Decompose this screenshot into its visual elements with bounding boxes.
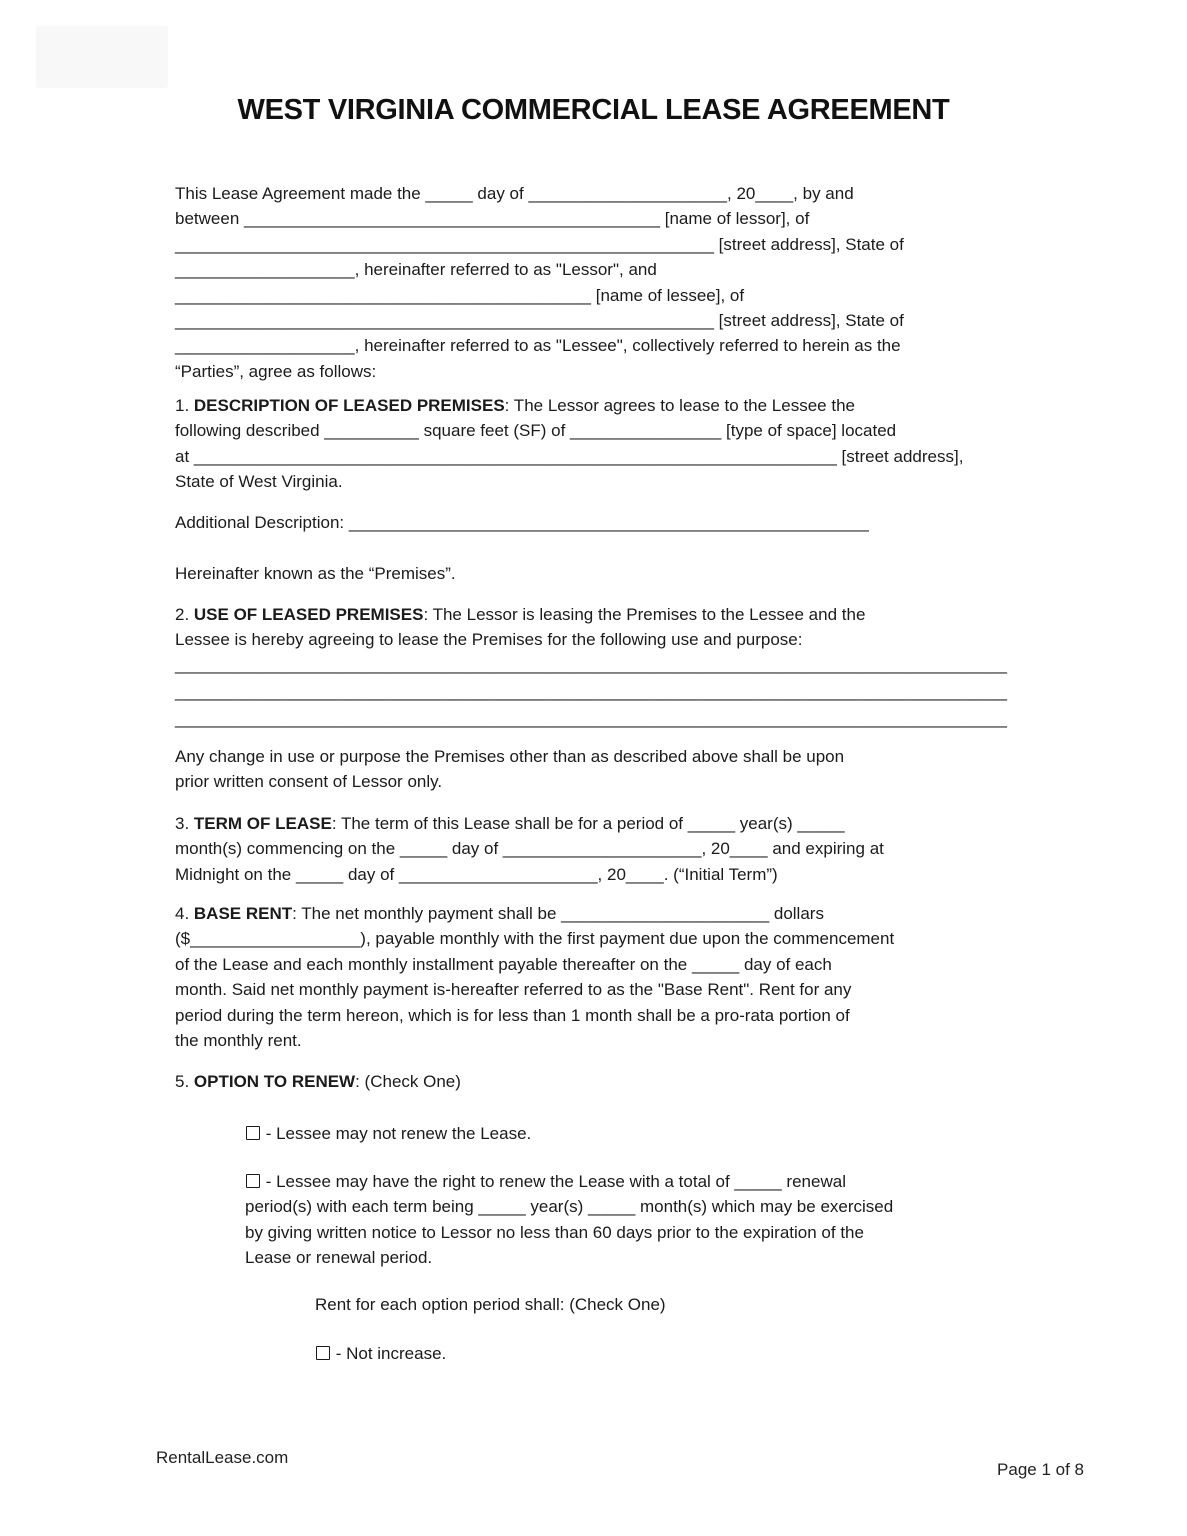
doc-line	[175, 627, 1020, 652]
doc-line	[175, 926, 1020, 951]
doc-line	[175, 206, 1020, 231]
checkbox-icon	[246, 1174, 260, 1188]
doc-text: ____________________________________________ [name of lessee], of	[175, 285, 745, 305]
doc-text: 1.	[175, 396, 194, 415]
not-increase-checkbox-item	[315, 1341, 1020, 1366]
option-renew-checkbox-item	[245, 1169, 1020, 1271]
section-2-use-of-leased-premises	[175, 602, 1020, 653]
doc-line	[175, 862, 1020, 887]
section-heading-text: TERM OF LEASE	[193, 814, 332, 833]
doc-line	[245, 1121, 1020, 1146]
doc-line	[175, 510, 1020, 535]
doc-line	[315, 1341, 1020, 1366]
doc-text: _________________________________________________________ [street address], State of	[175, 311, 904, 331]
doc-line	[175, 769, 1020, 794]
doc-text: Rent for each option period shall: (Check One)	[315, 1295, 666, 1314]
doc-line	[175, 283, 1020, 308]
doc-line	[175, 836, 1020, 861]
section-heading-text: BASE RENT	[193, 904, 293, 923]
doc-line	[175, 444, 1020, 469]
doc-text: : (Check One)	[355, 1072, 461, 1091]
additional-description-line	[175, 510, 1020, 535]
doc-line	[175, 308, 1020, 333]
doc-text: the monthly rent.	[175, 1031, 302, 1051]
doc-text: prior written consent of Lessor only.	[175, 772, 443, 792]
doc-text: : The net monthly payment shall be ______________________ dollars	[292, 904, 824, 923]
doc-line	[175, 232, 1020, 257]
doc-text: ($__________________), payable monthly with the first payment due upon the commencement	[175, 929, 895, 949]
doc-text: Additional Description: _______________________________________________________	[175, 513, 869, 532]
doc-line	[175, 901, 1020, 926]
doc-line	[175, 561, 1020, 586]
doc-text: - Lessee may have the right to renew the Lease with a total of _____ renewal	[261, 1172, 846, 1191]
doc-text: This Lease Agreement made the _____ day of _____________________, 20____, by and	[175, 184, 854, 203]
section-heading-text: USE OF LEASED PREMISES	[193, 605, 424, 624]
doc-text: ________________________________________________________________________________________	[175, 682, 1008, 701]
doc-text: “Parties”, agree as follows:	[175, 361, 377, 381]
doc-line	[175, 393, 1020, 418]
footer-page-number: Page 1 of 8	[997, 1460, 1084, 1479]
section-heading-text: DESCRIPTION OF LEASED PREMISES	[193, 396, 505, 415]
doc-line	[175, 651, 1020, 678]
doc-line	[175, 257, 1020, 282]
doc-line	[175, 602, 1020, 627]
doc-text: period during the term hereon, which is for less than 1 month shall be a pro-rata portion of	[175, 1005, 850, 1025]
rent-option-period-line	[315, 1292, 1020, 1317]
doc-text: : The Lessor agrees to lease to the Lessee the	[504, 396, 855, 415]
doc-line	[175, 811, 1020, 836]
doc-text: 4.	[175, 904, 194, 923]
checkbox-icon	[316, 1346, 330, 1360]
doc-text: - Not increase.	[331, 1344, 447, 1363]
doc-text: following described __________ square feet (SF) of ________________ [type of space] located	[175, 421, 897, 441]
doc-line	[245, 1220, 1020, 1245]
doc-line	[175, 1003, 1020, 1028]
scan-artifact	[36, 26, 168, 88]
doc-text: between ____________________________________________ [name of lessor], of	[175, 209, 810, 229]
section-1-description-of-leased-premises	[175, 393, 1020, 495]
doc-text: Lessee is hereby agreeing to lease the Premises for the following use and purpose:	[175, 630, 803, 650]
doc-text: - Lessee may not renew the Lease.	[261, 1124, 532, 1143]
doc-line	[245, 1169, 1020, 1194]
doc-line	[175, 333, 1020, 358]
section-5-option-to-renew	[175, 1069, 1020, 1094]
doc-line	[315, 1292, 1020, 1317]
doc-text: Any change in use or purpose the Premises other than as described above shall be upon	[175, 747, 845, 766]
doc-text: month(s) commencing on the _____ day of _____________________, 20____ and expiring at	[175, 839, 884, 859]
doc-text: ___________________, hereinafter referred to as "Lessor", and	[175, 260, 657, 280]
doc-line	[175, 744, 1020, 769]
doc-line	[175, 418, 1020, 443]
doc-line	[175, 705, 1020, 732]
option-no-renew-checkbox-item	[245, 1121, 1020, 1146]
doc-text: : The term of this Lease shall be for a period of _____ year(s) _____	[331, 814, 845, 833]
doc-text: of the Lease and each monthly installment payable thereafter on the _____ day of each	[175, 954, 832, 974]
doc-line	[175, 678, 1020, 705]
doc-text: 3.	[175, 814, 194, 833]
doc-line	[175, 1069, 1020, 1094]
doc-line	[175, 1028, 1020, 1053]
doc-text: ________________________________________________________________________________________	[175, 655, 1008, 674]
doc-text: 5.	[175, 1072, 194, 1091]
doc-line	[175, 952, 1020, 977]
doc-text: _________________________________________________________ [street address], State of	[175, 234, 904, 254]
doc-line	[175, 181, 1020, 206]
section-3-term-of-lease	[175, 811, 1020, 887]
doc-text: Hereinafter known as the “Premises”.	[175, 564, 456, 583]
doc-line	[245, 1194, 1020, 1219]
doc-text: : The Lessor is leasing the Premises to the Lessee and the	[423, 605, 866, 624]
document-title: WEST VIRGINIA COMMERCIAL LEASE AGREEMENT	[237, 94, 950, 126]
premises-definition-line	[175, 561, 1020, 586]
doc-text: Lease or renewal period.	[245, 1248, 433, 1268]
doc-line	[245, 1245, 1020, 1270]
footer-site-name: RentalLease.com	[156, 1448, 289, 1467]
intro-paragraph	[175, 181, 1020, 384]
doc-line	[175, 977, 1020, 1002]
doc-text: by giving written notice to Lessor no less than 60 days prior to the expiration of the	[245, 1222, 864, 1242]
doc-text: at ____________________________________________________________________ [street address],	[175, 446, 964, 466]
doc-text: ________________________________________________________________________________________	[175, 709, 1008, 728]
doc-text: State of West Virginia.	[175, 472, 343, 492]
doc-text: Midnight on the _____ day of _____________________, 20____. (“Initial Term”)	[175, 864, 778, 884]
doc-text: period(s) with each term being _____ year(s) _____ month(s) which may be exercised	[245, 1197, 894, 1217]
checkbox-icon	[246, 1126, 260, 1140]
doc-text: ___________________, hereinafter referred to as "Lessee", collectively referred to herein as the	[175, 336, 901, 356]
section-heading-text: OPTION TO RENEW	[193, 1072, 356, 1091]
doc-line	[175, 359, 1020, 384]
doc-line	[175, 469, 1020, 494]
doc-text: 2.	[175, 605, 194, 624]
section-4-base-rent	[175, 901, 1020, 1053]
use-purpose-blank-lines	[175, 651, 1020, 732]
use-change-paragraph	[175, 744, 1020, 795]
doc-text: month. Said net monthly payment is-hereafter referred to as the "Base Rent". Rent for any	[175, 980, 852, 1000]
